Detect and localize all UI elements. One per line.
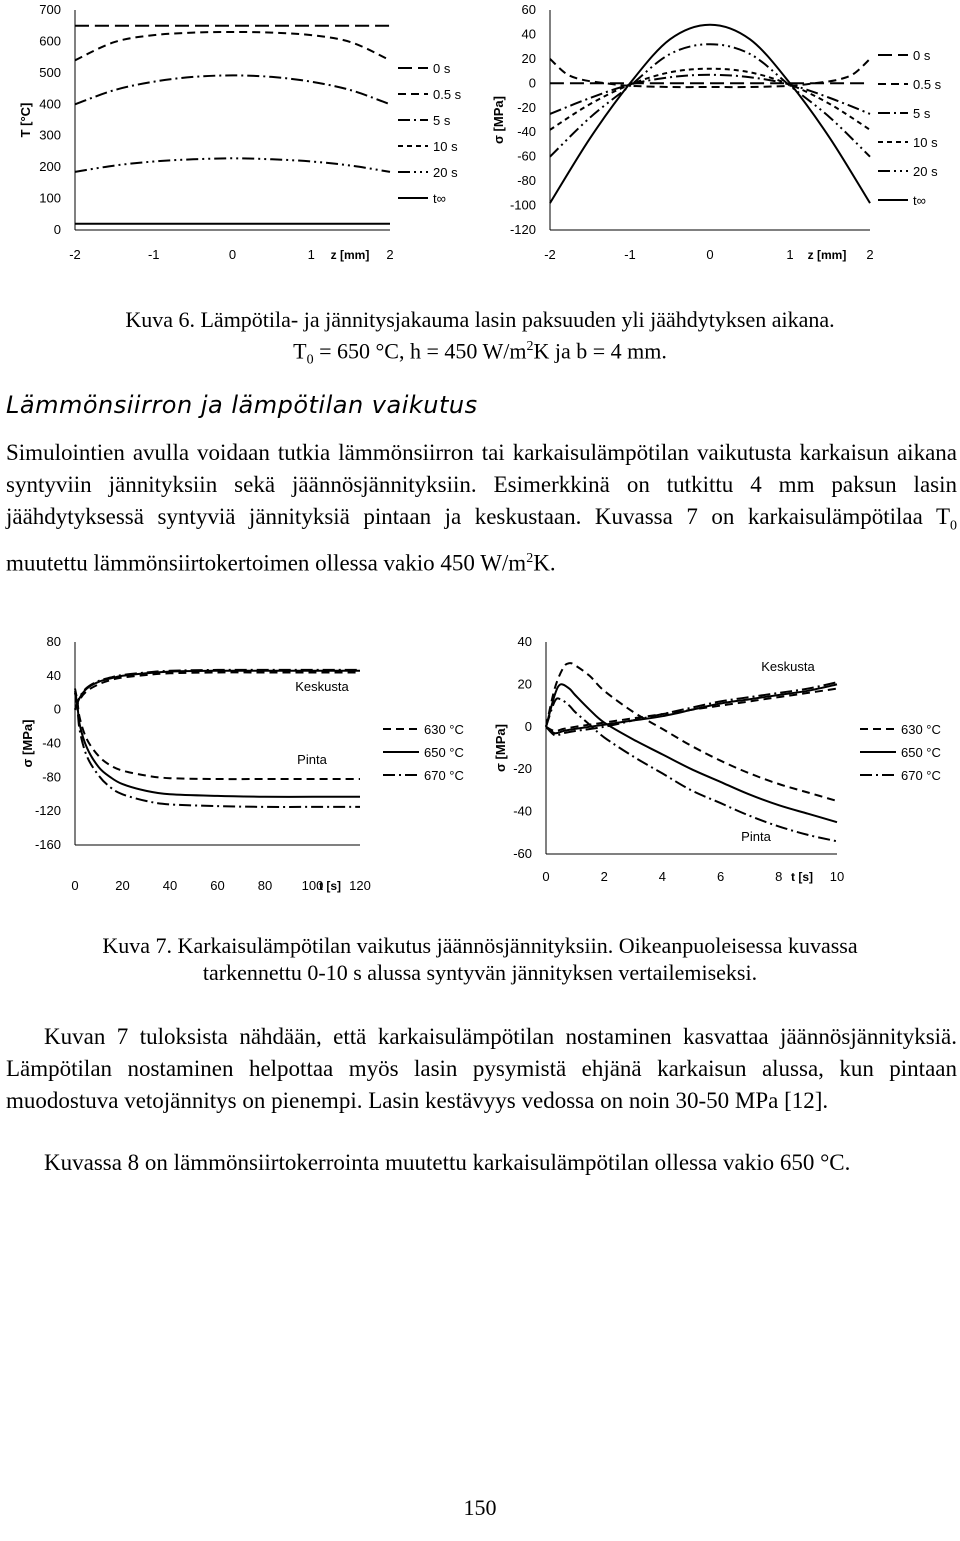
paragraph-1 [6, 437, 957, 579]
legend-label: 630 °C [424, 722, 464, 737]
y-tick-label: 40 [521, 26, 536, 42]
caption-text: = 650 °C, h = 450 W/m [313, 338, 527, 364]
caption-superscript: 2 [526, 339, 534, 354]
y-tick-label: 20 [517, 676, 532, 692]
x-tick-label: -1 [147, 247, 160, 262]
x-tick-label: 1 [786, 247, 794, 262]
legend-label: 10 s [433, 139, 458, 154]
legend-label: 0 s [913, 48, 931, 63]
page-number: 150 [463, 1495, 497, 1520]
figure7-caption-line1: Kuva 7. Karkaisulämpötilan vaikutus jäännösjännityksiin. Oikeanpuoleisessa kuvassa [102, 933, 858, 958]
x-tick-label: 0 [71, 878, 79, 893]
series-line [75, 75, 390, 104]
paragraph-text: K. [533, 550, 556, 576]
figure7-caption-line2: tarkennettu 0-10 s alussa syntyvän jännityksen vertailemiseksi. [202, 960, 758, 985]
y-tick-label: 0 [528, 75, 536, 91]
series-line [75, 693, 360, 807]
legend-label: 5 s [433, 113, 451, 128]
x-tick-label: 1 [307, 247, 315, 262]
chart-annotation: Pinta [741, 829, 771, 844]
y-tick-label: 600 [39, 33, 61, 49]
series-line [550, 75, 870, 114]
x-tick-label: -1 [624, 247, 636, 262]
fig6-temperature-svg [0, 0, 470, 270]
legend-label: 650 °C [424, 745, 464, 760]
paragraph-subscript: 0 [950, 518, 957, 534]
figure6-caption-line2 [0, 333, 960, 374]
x-tick-label: -2 [69, 247, 81, 262]
caption-text: T [293, 338, 307, 364]
fig6-stress-svg [480, 0, 960, 270]
y-tick-label: -40 [42, 735, 61, 751]
x-tick-label: 2 [600, 869, 608, 884]
series-line [546, 663, 837, 801]
y-axis-label: σ [MPa] [493, 724, 508, 772]
series-line [75, 158, 390, 172]
y-tick-label: 80 [46, 634, 61, 649]
y-tick-label: 40 [517, 634, 532, 649]
x-axis-label: t [s] [319, 879, 341, 893]
series-line [75, 691, 360, 797]
x-tick-label: 8 [775, 869, 783, 884]
legend-label: 670 °C [424, 768, 464, 783]
y-tick-label: -60 [517, 148, 536, 164]
paragraph-2: Kuvan 7 tuloksista nähdään, että karkaisulämpötilan nostaminen kasvattaa jäännösjännityksiä. Lämpötilan nostaminen helpottaa myös lasin pysymistä ehjänä karkaisun alussa, kun pintaan muodostuva vetojännitys on pienempi. Lasin kestävyys vedossa on noin 30-50 MPa [12]. [6, 1024, 957, 1113]
fig7-full-chart [0, 625, 480, 910]
y-tick-label: -120 [509, 222, 536, 237]
y-tick-label: -120 [34, 803, 61, 819]
y-tick-label: 500 [39, 64, 61, 80]
paragraph-text: muutettu lämmönsiirtokertoimen ollessa vakio 450 W/m [6, 550, 527, 576]
chart-group [493, 634, 941, 884]
legend-label: t∞ [433, 191, 446, 206]
x-tick-label: 20 [115, 878, 130, 893]
y-tick-label: -100 [509, 197, 536, 213]
x-tick-label: 6 [716, 869, 725, 884]
y-tick-label: -160 [34, 837, 61, 852]
x-tick-label: -2 [544, 247, 556, 262]
paragraph-superscript: 2 [526, 550, 534, 566]
fig6-stress-chart [480, 0, 960, 270]
paragraph-text: Simulointien avulla voidaan tutkia lämmönsiirron tai karkaisulämpötilan vaikutusta karkaisun aikana syntyviin jännityksiin sekä jäännösjännityksiin. Esimerkkinä on tutkittu 4 mm paksun lasin jäähdytyksessä syntyviä jännityksiä pintaan ja keskustaan. Kuvassa 7 on karkaisulämpötilaa T [6, 440, 957, 529]
y-tick-label: -80 [42, 769, 61, 785]
x-axis-label: z [mm] [807, 248, 847, 262]
paragraph-3: Kuvassa 8 on lämmönsiirtokerrointa muutettu karkaisulämpötilan ollessa vakio 650 °C. [44, 1150, 851, 1175]
y-tick-label: -80 [517, 173, 536, 189]
y-axis-label: σ [MPa] [491, 96, 506, 144]
fig7-zoom-chart [480, 625, 960, 910]
y-tick-label: 20 [521, 50, 536, 66]
y-tick-label: 100 [39, 190, 61, 206]
figure6-caption-line1: Kuva 6. Lämpötila- ja jännitysjakauma lasin paksuuden yli jäähdytyksen aikana. [125, 307, 835, 332]
caption-subscript: 0 [306, 352, 314, 368]
legend-label: 630 °C [901, 722, 941, 737]
y-tick-label: 200 [39, 159, 61, 175]
series-line [550, 25, 870, 203]
y-tick-label: -40 [517, 124, 536, 140]
y-tick-label: 700 [39, 2, 61, 17]
legend-label: 670 °C [901, 768, 941, 783]
x-tick-label: 0 [542, 869, 550, 884]
chart-annotation: Pinta [297, 752, 327, 767]
y-tick-label: 60 [521, 2, 536, 17]
x-tick-label: 2 [866, 247, 874, 262]
chart-annotation: Keskusta [761, 659, 815, 674]
legend-label: 10 s [913, 135, 938, 150]
y-axis-label: σ [MPa] [20, 719, 35, 768]
legend-label: 0 s [433, 61, 451, 76]
legend-label: 0.5 s [913, 77, 942, 92]
figure6-caption [0, 306, 960, 374]
legend-label: t∞ [913, 193, 926, 208]
x-tick-label: 10 [829, 869, 845, 884]
fig7-zoom-svg [480, 625, 960, 910]
y-axis-label: T [°C] [18, 102, 33, 138]
legend-label: 5 s [913, 106, 931, 121]
series-line [546, 684, 837, 822]
x-axis-label: t [s] [791, 870, 813, 884]
series-line [550, 69, 870, 130]
chart-group [491, 2, 942, 262]
y-tick-label: -60 [513, 846, 532, 861]
fig7-full-svg [0, 625, 480, 910]
y-tick-label: 0 [53, 222, 61, 237]
fig6-temperature-chart [0, 0, 470, 270]
x-tick-label: 80 [257, 878, 273, 893]
x-tick-label: 60 [210, 878, 225, 893]
section-heading: Lämmönsiirron ja lämpötilan vaikutus [6, 391, 478, 419]
legend-label: 650 °C [901, 745, 941, 760]
y-tick-label: 0 [53, 701, 61, 717]
y-tick-label: -40 [513, 803, 532, 819]
legend-label: 0.5 s [433, 87, 462, 102]
caption-text: K ja b = 4 mm. [533, 338, 667, 364]
y-tick-label: -20 [517, 99, 536, 115]
y-tick-label: 40 [46, 667, 61, 683]
x-tick-label: 100 [301, 878, 324, 893]
legend-label: 20 s [913, 164, 938, 179]
x-axis-label: z [mm] [330, 248, 370, 262]
series-line [75, 32, 390, 60]
y-tick-label: -20 [513, 761, 532, 777]
chart-group [18, 2, 462, 262]
x-tick-label: 40 [162, 878, 178, 893]
legend-label: 20 s [433, 165, 458, 180]
x-tick-label: 2 [386, 247, 394, 262]
figure7-caption [0, 932, 960, 986]
chart-annotation: Keskusta [295, 679, 349, 694]
x-tick-label: 120 [349, 878, 371, 893]
x-tick-label: 4 [658, 869, 667, 884]
y-tick-label: 300 [39, 127, 61, 143]
x-tick-label: 0 [706, 247, 714, 262]
chart-group [20, 634, 464, 893]
y-tick-label: 0 [524, 718, 532, 734]
y-tick-label: 400 [39, 96, 61, 112]
x-tick-label: 0 [228, 247, 237, 262]
